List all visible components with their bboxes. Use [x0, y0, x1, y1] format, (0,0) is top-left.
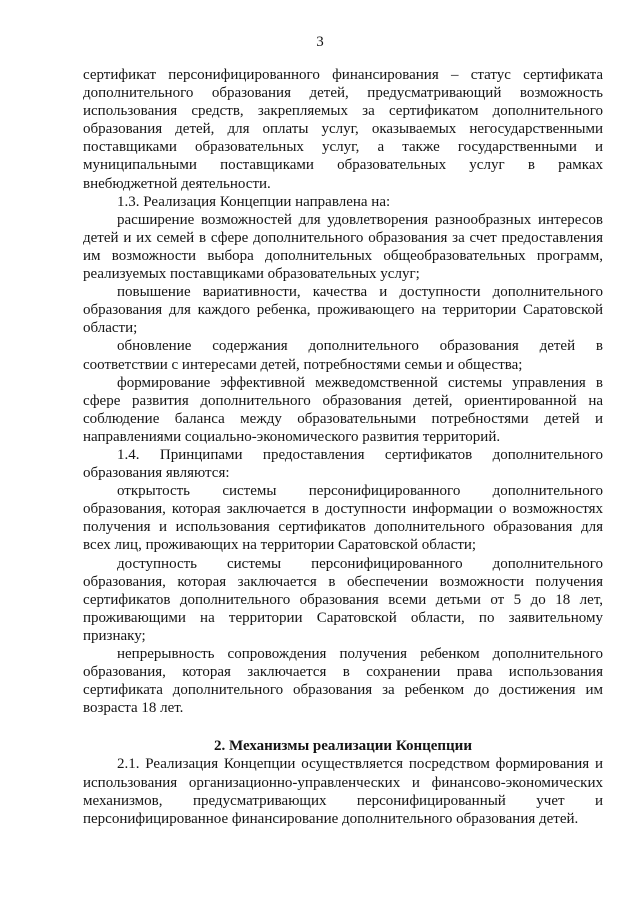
paragraph-openness: открытость системы персонифицированного дополнительного образования, которая заключается в доступности информации о возможностях получения и использования сертификатов дополнительного образования для всех лиц, проживающих на территории Саратовской области; — [83, 483, 603, 554]
paragraph-content-update: обновление содержания дополнительного образования детей в соответствии с интересами детей, потребностями семьи и общества; — [83, 338, 603, 373]
paragraph-2-1: 2.1. Реализация Концепции осуществляется посредством формирования и использования организационно-управленческих и финансово-экономических механизмов, предусматривающих персонифицированный учет и персонифицированное финансирование дополнительного образования детей. — [83, 756, 603, 827]
paragraph-accessibility: доступность системы персонифицированного дополнительного образования, которая заключается в обеспечении возможности получения сертификатов дополнительного образования всеми детьми от 5 до 18 лет, проживающими на территории Саратовской области, по заявительному признаку; — [83, 555, 603, 644]
section-heading: 2. Механизмы реализации Концепции — [214, 738, 472, 755]
paragraph-continuity: непрерывность сопровождения получения ребенком дополнительного образования, которая заключается в сохранении права использования сертификата дополнительного образования за ребенком до достижения им возраста 18 лет. — [83, 646, 603, 717]
paragraph-variability: повышение вариативности, качества и доступности дополнительного образования для каждого ребенка, проживающего на территории Саратовской области; — [83, 284, 603, 337]
document-body — [83, 66, 603, 828]
page-number: 3 — [316, 34, 324, 50]
paragraph-1-3: 1.3. Реализация Концепции направлена на: — [117, 193, 391, 210]
paragraph-1-4: 1.4. Принципами предоставления сертификатов дополнительного образования являются: — [83, 446, 603, 482]
paragraph-certificate-definition: сертификат персонифицированного финансирования – статус сертификата дополнительного образования детей, предусматривающий возможность использования средств, закрепляемых за сертификатом дополнительного образования детей, для оплаты услуг, оказываемых негосударственными поставщиками образовательных услуг, а также государственными и муниципальными поставщиками образовательных услуг в рамках внебюджетной деятельности. — [83, 67, 603, 192]
paragraph-management-system: формирование эффективной межведомственной системы управления в сфере развития дополнительного образования детей, ориентированной на соблюдение баланса между образовательными потребностями детей и направлениями социально-экономического развития территорий. — [83, 374, 603, 445]
paragraph-expansion: расширение возможностей для удовлетворения разнообразных интересов детей и их семей в сфере дополнительного образования за счет предоставления им возможности выбора дополнительных общеобразовательных программ, реализуемых поставщиками образовательных услуг; — [83, 211, 603, 283]
